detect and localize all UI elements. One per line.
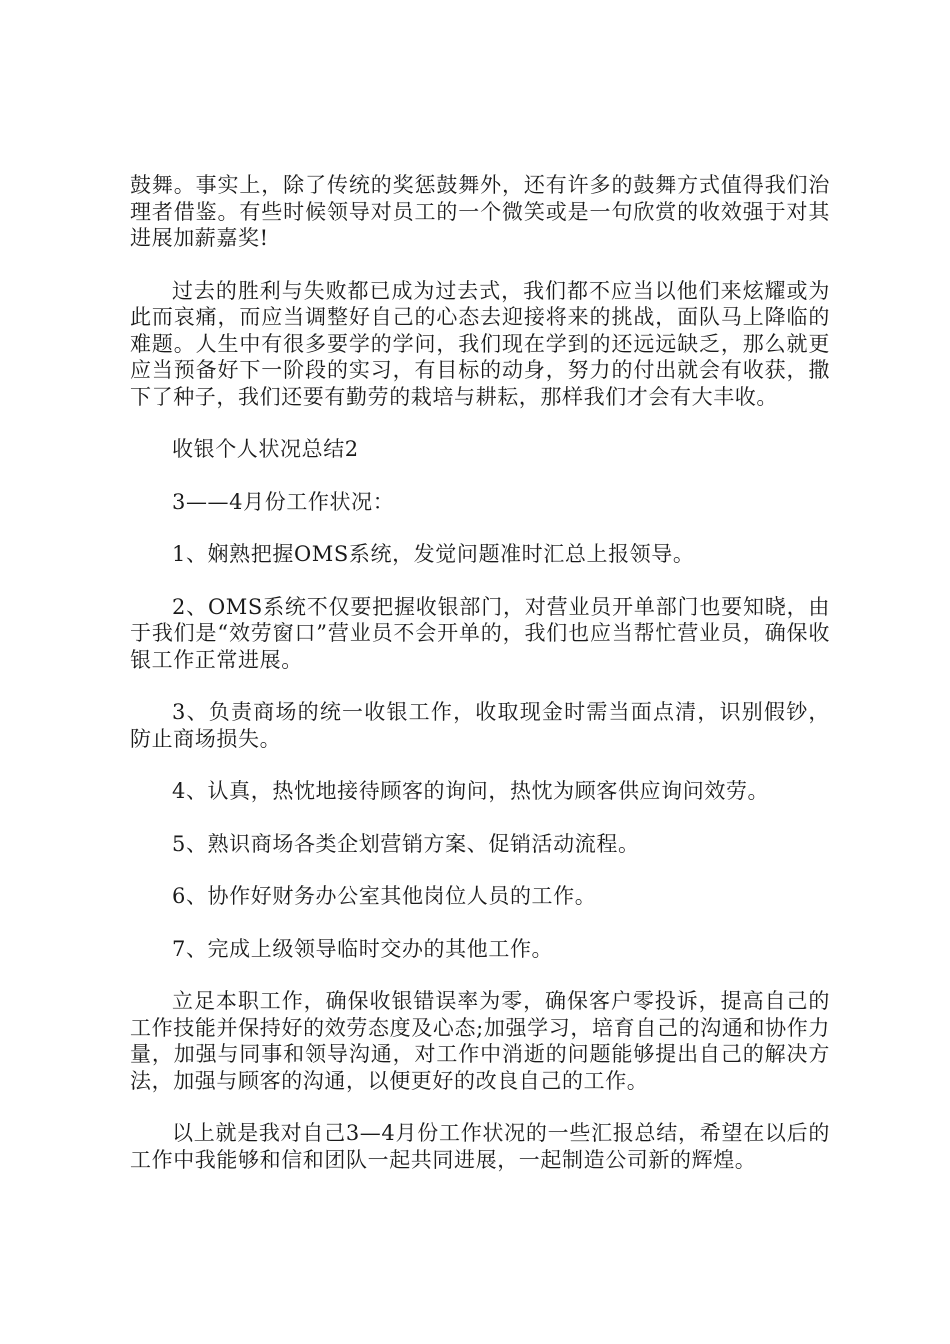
paragraph-conclusion: 以上就是我对自己3—4月份工作状况的一些汇报总结，希望在以后的工作中我能够和信和团队一起共同进展，一起制造公司新的辉煌。 [130, 1121, 830, 1172]
list-item: 6、协作好财务办公室其他岗位人员的工作。 [172, 884, 597, 908]
document-page [130, 172, 830, 1199]
list-item: 2、OMS系统不仅要把握收银部门，对营业员开单部门也要知晓，由于我们是“效劳窗口”营业员不会开单的，我们也应当帮忙营业员，确保收银工作正常进展。 [130, 594, 830, 672]
paragraph-continued: 鼓舞。事实上，除了传统的奖惩鼓舞外，还有许多的鼓舞方式值得我们治理者借鉴。有些时候领导对员工的一个微笑或是一句欣赏的收效强于对其进展加薪嘉奖! [130, 173, 830, 250]
subheading-period: 3——4月份工作状况： [172, 489, 395, 514]
list-item: 4、认真，热忱地接待顾客的询问，热忱为顾客供应询问效劳。 [172, 779, 770, 803]
list-item: 5、熟识商场各类企划营销方案、促销活动流程。 [172, 831, 640, 856]
list-item: 7、完成上级领导临时交办的其他工作。 [172, 936, 554, 961]
list-item: 1、娴熟把握OMS系统，发觉问题准时汇总上报领导。 [172, 542, 695, 566]
paragraph-goals: 立足本职工作，确保收银错误率为零，确保客户零投诉，提高自己的工作技能并保持好的效劳态度及心态;加强学习，培育自己的沟通和协作力量，加强与同事和领导沟通，对工作中消逝的问题能够提出自己的解决方法，加强与顾客的沟通，以便更好的改良自己的工作。 [130, 989, 830, 1093]
paragraph-reflection: 过去的胜利与失败都已成为过去式，我们都不应当以他们来炫耀或为此而哀痛，而应当调整好自己的心态去迎接将来的挑战，面队马上降临的难题。人生中有很多要学的学问，我们现在学到的还远远缺乏，那么就更应当预备好下一阶段的实习，有目标的动身，努力的付出就会有收获，撒下了种子，我们还要有勤劳的栽培与耕耘，那样我们才会有大丰收。 [130, 278, 830, 409]
section-heading: 收银个人状况总结2 [172, 437, 359, 461]
list-item: 3、负责商场的统一收银工作，收取现金时需当面点清，识别假钞，防止商场损失。 [130, 700, 830, 751]
